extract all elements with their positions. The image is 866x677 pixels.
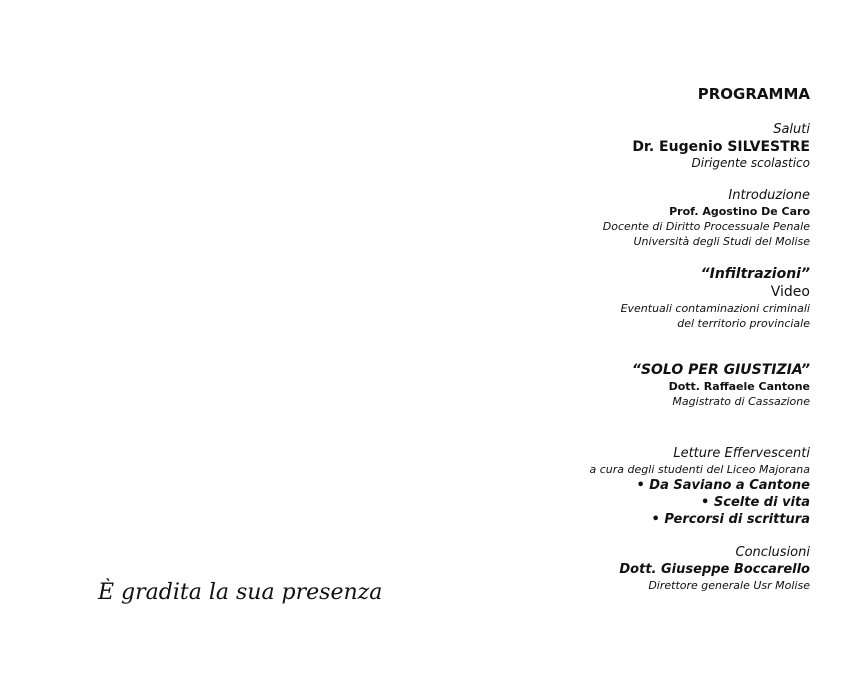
solo-per-giustizia-title: “SOLO PER GIUSTIZIA” — [631, 362, 810, 378]
infiltrazioni-type: Video — [770, 284, 810, 300]
welcome-message: È gradita la sua presenza — [98, 580, 383, 605]
conclusioni-speaker-name: Dott. Giuseppe Boccarello — [619, 562, 810, 577]
letture-item: • Da Saviano a Cantone — [636, 478, 810, 493]
letture-heading: Letture Effervescenti — [673, 446, 810, 461]
saluti-heading: Saluti — [773, 122, 810, 137]
program-section — [490, 84, 810, 593]
program-title: PROGRAMMA — [697, 85, 810, 103]
infiltrazioni-title: “Infiltrazioni” — [700, 266, 810, 282]
solo-per-giustizia-speaker-name: Dott. Raffaele Cantone — [668, 380, 810, 393]
letture-item: • Scelte di vita — [701, 495, 810, 510]
saluti-speaker-name: Dr. Eugenio SILVESTRE — [632, 139, 810, 155]
introduzione-heading: Introduzione — [728, 188, 810, 203]
introduzione-speaker-role: Docente di Diritto Processuale Penale — [602, 220, 810, 233]
introduzione-speaker-name: Prof. Agostino De Caro — [669, 205, 810, 218]
solo-per-giustizia-speaker-role: Magistrato di Cassazione — [672, 395, 810, 408]
conclusioni-heading: Conclusioni — [735, 545, 810, 560]
conclusioni-speaker-role: Direttore generale Usr Molise — [648, 579, 810, 592]
letture-item: • Percorsi di scrittura — [651, 512, 810, 527]
infiltrazioni-description-line2: del territorio provinciale — [677, 317, 810, 330]
introduzione-speaker-affiliation: Università degli Studi del Molise — [633, 235, 810, 248]
saluti-speaker-role: Dirigente scolastico — [691, 156, 810, 170]
letture-subheading: a cura degli studenti del Liceo Majorana — [589, 463, 810, 476]
infiltrazioni-description-line1: Eventuali contaminazioni criminali — [620, 302, 810, 315]
